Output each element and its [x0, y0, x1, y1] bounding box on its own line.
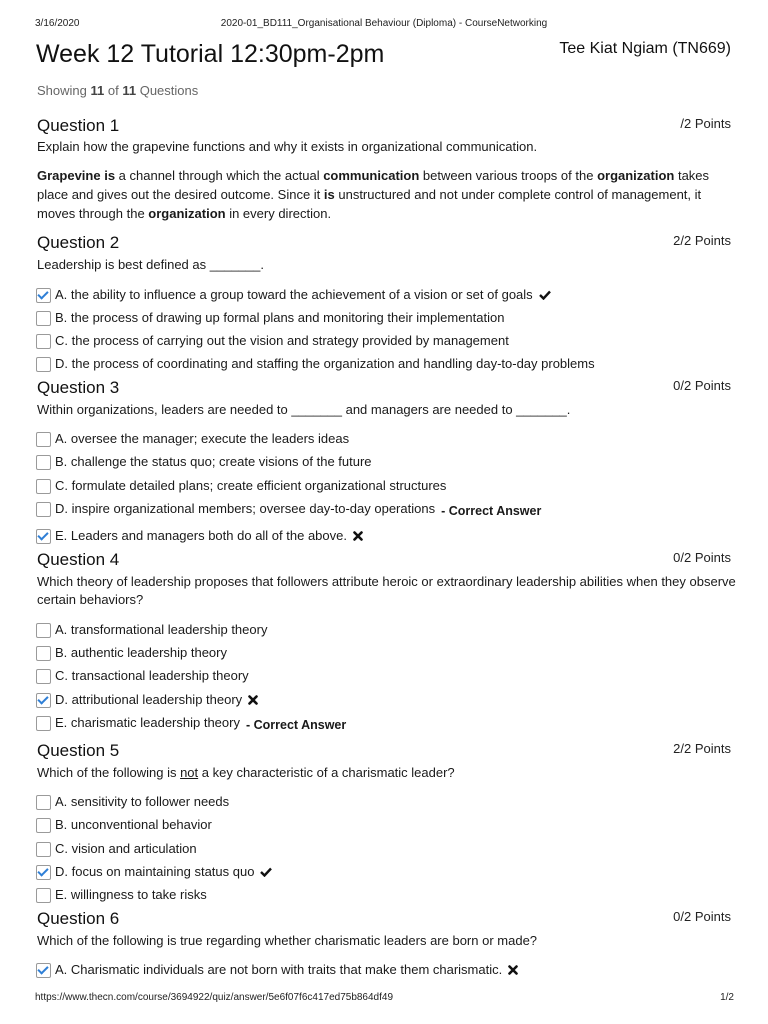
correct-answer-label: - Correct Answer [245, 718, 347, 732]
q5-option-c[interactable]: C. vision and articulation [36, 840, 197, 858]
checkbox[interactable] [36, 716, 51, 731]
correct-answer-label: - Correct Answer [441, 504, 542, 518]
q4-option-a[interactable]: A. transformational leadership theory [36, 621, 267, 639]
print-page-number: 1/2 [720, 992, 734, 1003]
q4-option-d[interactable]: D. attributional leadership theory [36, 691, 258, 709]
checkbox-checked[interactable] [36, 693, 51, 708]
question-6-text: Which of the following is true regarding whether charismatic leaders are born or made? [37, 933, 538, 948]
question-3-text: Within organizations, leaders are needed to _______ and managers are needed to _______. [37, 402, 571, 417]
question-6-points: 0/2 Points [673, 909, 731, 924]
checkbox[interactable] [36, 669, 51, 684]
question-3-title: Question 3 [37, 378, 120, 397]
checkbox[interactable] [36, 888, 51, 903]
question-2-text: Leadership is best defined as _______. [37, 257, 264, 272]
checkbox[interactable] [36, 646, 51, 661]
question-1-answer: Grapevine is a channel through which the actual communication between various troops of the organization takes place and gives out the desired outcome. Since it is unstructured and not under complete control of management, it moves through the organization in every direction. [37, 168, 710, 221]
q4-option-b[interactable]: B. authentic leadership theory [36, 644, 227, 662]
q5-option-b[interactable]: B. unconventional behavior [36, 816, 212, 834]
q4-option-c[interactable]: C. transactional leadership theory [36, 667, 249, 685]
x-mark-icon [248, 695, 258, 705]
question-5-points: 2/2 Points [673, 741, 731, 756]
checkmark-icon [260, 867, 272, 877]
checkbox[interactable] [36, 311, 51, 326]
q6-option-a[interactable]: A. Charismatic individuals are not born with traits that make them charismatic. [36, 961, 518, 979]
checkbox[interactable] [36, 795, 51, 810]
checkbox[interactable] [36, 479, 51, 494]
checkmark-icon [539, 290, 551, 300]
print-url: https://www.thecn.com/course/3694922/quiz/answer/5e6f07f6c417ed75b864df49 [35, 992, 394, 1003]
print-title: 2020-01_BD111_Organisational Behaviour (Diploma) - CourseNetworking [220, 18, 548, 29]
q2-option-b[interactable]: B. the process of drawing up formal plans and monitoring their implementation [36, 309, 504, 327]
checkbox[interactable] [36, 818, 51, 833]
q3-option-b[interactable]: B. challenge the status quo; create visions of the future [36, 453, 372, 471]
q2-option-c[interactable]: C. the process of carrying out the vision and strategy provided by management [36, 332, 509, 350]
question-5-text: Which of the following is not a key characteristic of a charismatic leader? [37, 765, 455, 780]
checkbox[interactable] [36, 842, 51, 857]
q5-option-e[interactable]: E. willingness to take risks [36, 886, 207, 904]
checkbox-checked[interactable] [36, 288, 51, 303]
checkbox-checked[interactable] [36, 529, 51, 544]
checkbox-checked[interactable] [36, 865, 51, 880]
checkbox[interactable] [36, 357, 51, 372]
q3-option-c[interactable]: C. formulate detailed plans; create efficient organizational structures [36, 477, 446, 495]
question-3-points: 0/2 Points [673, 378, 731, 393]
checkbox[interactable] [36, 334, 51, 349]
checkbox[interactable] [36, 623, 51, 638]
q3-option-d[interactable]: D. inspire organizational members; oversee day-to-day operations - Correct Answer [36, 500, 541, 518]
checkbox[interactable] [36, 455, 51, 470]
q2-option-a[interactable]: A. the ability to influence a group toward the achievement of a vision or set of goals [36, 286, 551, 304]
q5-option-a[interactable]: A. sensitivity to follower needs [36, 793, 229, 811]
question-1-text: Explain how the grapevine functions and why it exists in organizational communication. [37, 139, 538, 154]
question-1-points: /2 Points [680, 116, 731, 131]
question-4-text: Which theory of leadership proposes that followers attribute heroic or extraordinary leadership abilities when they observe certain behaviors? [37, 574, 736, 607]
checkbox-checked[interactable] [36, 963, 51, 978]
question-count: Showing 11 of 11 Questions [37, 83, 199, 98]
question-2-points: 2/2 Points [673, 233, 731, 248]
question-1-title: Question 1 [37, 116, 120, 135]
q5-option-d[interactable]: D. focus on maintaining status quo [36, 863, 272, 881]
print-footer [0, 992, 768, 1006]
question-4-points: 0/2 Points [673, 550, 731, 565]
q2-option-d[interactable]: D. the process of coordinating and staffing the organization and handling day-to-day problems [36, 355, 595, 373]
print-date: 3/16/2020 [35, 18, 80, 29]
x-mark-icon [508, 965, 518, 975]
question-4-title: Question 4 [37, 550, 120, 569]
checkbox[interactable] [36, 502, 51, 517]
page-title: Week 12 Tutorial 12:30pm-2pm [36, 40, 385, 68]
print-header [0, 18, 768, 32]
q3-option-a[interactable]: A. oversee the manager; execute the leaders ideas [36, 430, 349, 448]
question-2-title: Question 2 [37, 233, 120, 252]
question-5-title: Question 5 [37, 741, 120, 760]
question-6-title: Question 6 [37, 909, 120, 928]
student-name: Tee Kiat Ngiam (TN669) [559, 40, 731, 57]
checkbox[interactable] [36, 432, 51, 447]
x-mark-icon [353, 531, 363, 541]
q4-option-e[interactable]: E. charismatic leadership theory - Correct Answer [36, 714, 346, 732]
q3-option-e[interactable]: E. Leaders and managers both do all of the above. [36, 527, 363, 545]
